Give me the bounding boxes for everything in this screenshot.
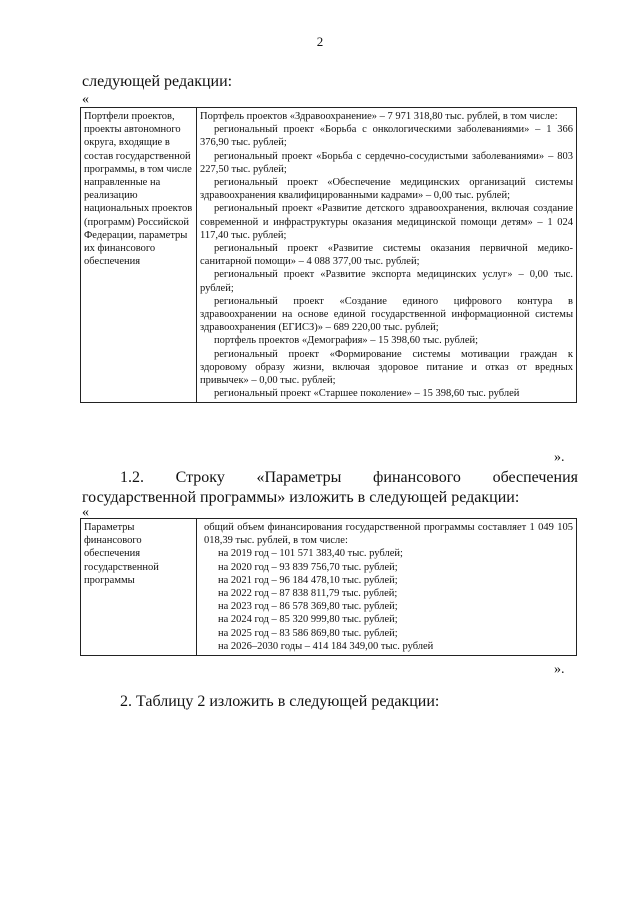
portfolio-health: Портфель проектов «Здравоохранение» – 7 971 318,80 тыс. рублей, в том числе: xyxy=(200,111,558,122)
finance-intro: общий объем финансирования государственной программы составляет 1 049 105 018,39 тыс. рублей, в том числе: xyxy=(204,522,573,547)
table-row xyxy=(81,519,577,656)
paragraph-1-2: 1.2. Строку «Параметры финансового обеспечения государственной программы» изложить в следующей редакции: xyxy=(82,469,578,506)
open-quote-1: « xyxy=(82,92,89,107)
finance-label: Параметры финансового обеспечения государственной программы xyxy=(84,522,159,586)
finance-year-2019: на 2019 год – 101 571 383,40 тыс. рублей; xyxy=(218,548,403,560)
project-staff: региональный проект «Обеспечение медицинских организаций системы здравоохранения квалифицированными кадрами» – 0,00 тыс. рублей; xyxy=(200,177,573,202)
project-primary-care: региональный проект «Развитие системы оказания первичной медико-санитарной помощи» – 4 088 377,00 тыс. рублей; xyxy=(200,243,573,268)
finance-label-cell xyxy=(81,519,197,656)
page-number: 2 xyxy=(316,34,324,49)
projects-table xyxy=(80,107,577,403)
projects-value-cell xyxy=(197,108,577,403)
project-children: региональный проект «Развитие детского здравоохранения, включая создание современной и инфраструктуры оказания медицинской помощи детям» – 1 024 117,40 тыс. рублей; xyxy=(200,203,573,241)
intro-text: следующей редакции: xyxy=(82,73,233,90)
finance-year-2020: на 2020 год – 93 839 756,70 тыс. рублей; xyxy=(218,561,398,573)
projects-label: Портфели проектов, проекты автономного округа, входящие в состав государственной программы, в том числе направленные на реализацию национальных проектов (программ) Российской Федерации, параметры их финансового обеспечения xyxy=(84,111,193,268)
project-cardio: региональный проект «Борьба с сердечно-сосудистыми заболеваниями» – 803 227,50 тыс. рублей; xyxy=(200,150,573,175)
finance-year-2026-2030: на 2026–2030 годы – 414 184 349,00 тыс. рублей xyxy=(218,640,434,652)
portfolio-demography: портфель проектов «Демография» – 15 398,60 тыс. рублей; xyxy=(214,335,479,347)
table-row xyxy=(81,108,577,403)
finance-year-2022: на 2022 год – 87 838 811,79 тыс. рублей; xyxy=(218,588,398,600)
project-elderly: региональный проект «Старшее поколение» – 15 398,60 тыс. рублей xyxy=(214,388,520,400)
project-export: региональный проект «Развитие экспорта медицинских услуг» – 0,00 тыс. рублей; xyxy=(200,269,573,294)
project-digital: региональный проект «Создание единого цифрового контура в здравоохранении на основе единой государственной информационной системы здравоохранения (ЕГИСЗ)» – 689 220,00 тыс. рублей; xyxy=(200,295,573,334)
project-healthy-lifestyle: региональный проект «Формирование системы мотивации граждан к здоровому образу жизни, включая здоровое питание и отказ от вредных привычек» – 0,00 тыс. рублей; xyxy=(200,348,573,387)
open-quote-2: « xyxy=(82,505,89,520)
close-quote-2: ». xyxy=(554,662,565,677)
paragraph-2: 2. Таблицу 2 изложить в следующей редакции: xyxy=(120,693,440,710)
finance-year-2021: на 2021 год – 96 184 478,10 тыс. рублей; xyxy=(218,574,398,586)
finance-year-2025: на 2025 год – 83 586 869,80 тыс. рублей; xyxy=(218,627,398,639)
projects-label-cell xyxy=(81,108,197,403)
finance-value-cell xyxy=(197,519,577,656)
finance-year-2024: на 2024 год – 85 320 999,80 тыс. рублей; xyxy=(218,614,398,626)
finance-year-2023: на 2023 год – 86 578 369,80 тыс. рублей; xyxy=(218,601,398,613)
finance-table xyxy=(80,518,577,656)
project-oncology: региональный проект «Борьба с онкологическими заболеваниями» – 1 366 376,90 тыс. рублей; xyxy=(200,124,573,149)
close-quote-1: ». xyxy=(554,450,565,465)
